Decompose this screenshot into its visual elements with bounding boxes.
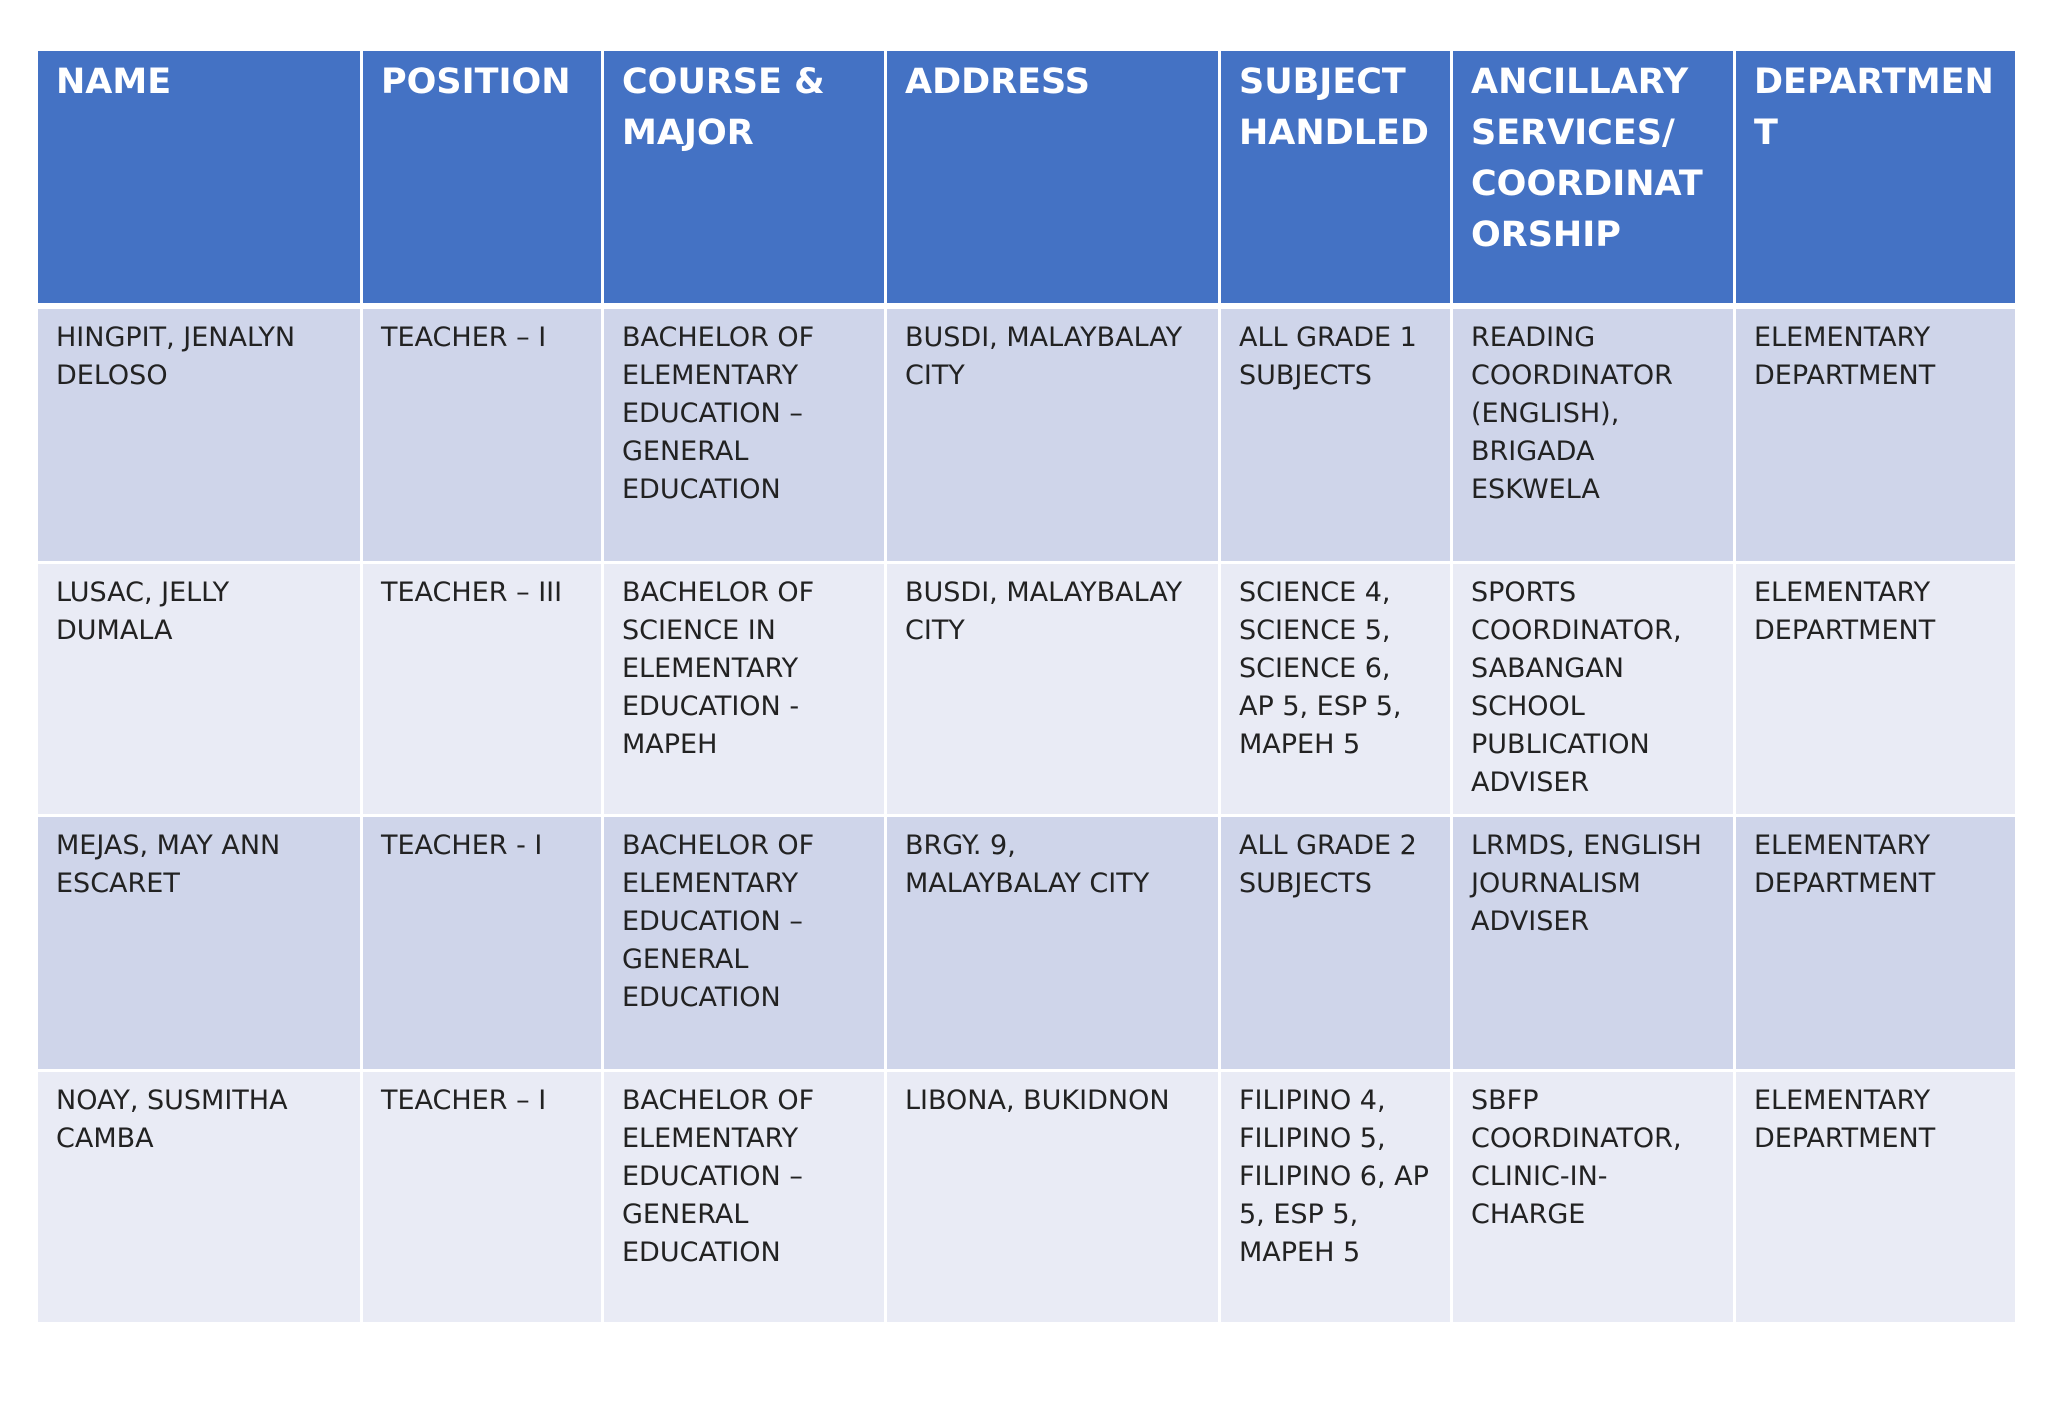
cell-position: TEACHER - I [362,816,603,1071]
cell-address: BRGY. 9, MALAYBALAY CITY [886,816,1220,1071]
cell-subjects: SCIENCE 4, SCIENCE 5, SCIENCE 6, AP 5, ESP 5, MAPEH 5 [1220,563,1452,816]
cell-subjects: ALL GRADE 2 SUBJECTS [1220,816,1452,1071]
faculty-table-container [35,48,2015,1325]
header-row [37,50,2017,307]
cell-department: ELEMENTARY DEPARTMENT [1735,563,2017,816]
table-row [37,1071,2017,1324]
table-row [37,306,2017,563]
cell-subjects: ALL GRADE 1 SUBJECTS [1220,306,1452,563]
cell-course: BACHELOR OF SCIENCE IN ELEMENTARY EDUCATION - MAPEH [603,563,886,816]
cell-name: NOAY, SUSMITHA CAMBA [37,1071,362,1324]
table-header [37,50,2017,307]
faculty-table [35,48,2018,1325]
table-row [37,816,2017,1071]
cell-name: MEJAS, MAY ANN ESCARET [37,816,362,1071]
header-department: DEPARTMENT [1735,50,2017,307]
cell-course: BACHELOR OF ELEMENTARY EDUCATION – GENERAL EDUCATION [603,816,886,1071]
header-name: NAME [37,50,362,307]
cell-subjects: FILIPINO 4, FILIPINO 5, FILIPINO 6, AP 5, ESP 5, MAPEH 5 [1220,1071,1452,1324]
table-body [37,306,2017,1324]
cell-department: ELEMENTARY DEPARTMENT [1735,306,2017,563]
cell-position: TEACHER – I [362,306,603,563]
cell-department: ELEMENTARY DEPARTMENT [1735,816,2017,1071]
cell-ancillary: LRMDS, ENGLISH JOURNALISM ADVISER [1452,816,1735,1071]
cell-address: BUSDI, MALAYBALAY CITY [886,306,1220,563]
cell-name: LUSAC, JELLY DUMALA [37,563,362,816]
header-position: POSITION [362,50,603,307]
cell-course: BACHELOR OF ELEMENTARY EDUCATION – GENERAL EDUCATION [603,1071,886,1324]
cell-address: LIBONA, BUKIDNON [886,1071,1220,1324]
cell-address: BUSDI, MALAYBALAY CITY [886,563,1220,816]
cell-position: TEACHER – I [362,1071,603,1324]
header-address: ADDRESS [886,50,1220,307]
table-row [37,563,2017,816]
cell-name: HINGPIT, JENALYN DELOSO [37,306,362,563]
cell-ancillary: SBFP COORDINATOR, CLINIC-IN-CHARGE [1452,1071,1735,1324]
cell-ancillary: READING COORDINATOR (ENGLISH), BRIGADA ESKWELA [1452,306,1735,563]
header-subject-handled: SUBJECT HANDLED [1220,50,1452,307]
cell-course: BACHELOR OF ELEMENTARY EDUCATION – GENERAL EDUCATION [603,306,886,563]
cell-ancillary: SPORTS COORDINATOR, SABANGAN SCHOOL PUBLICATION ADVISER [1452,563,1735,816]
cell-position: TEACHER – III [362,563,603,816]
header-ancillary-services: ANCILLARY SERVICES/ COORDINATORSHIP [1452,50,1735,307]
cell-department: ELEMENTARY DEPARTMENT [1735,1071,2017,1324]
header-course-major: COURSE & MAJOR [603,50,886,307]
